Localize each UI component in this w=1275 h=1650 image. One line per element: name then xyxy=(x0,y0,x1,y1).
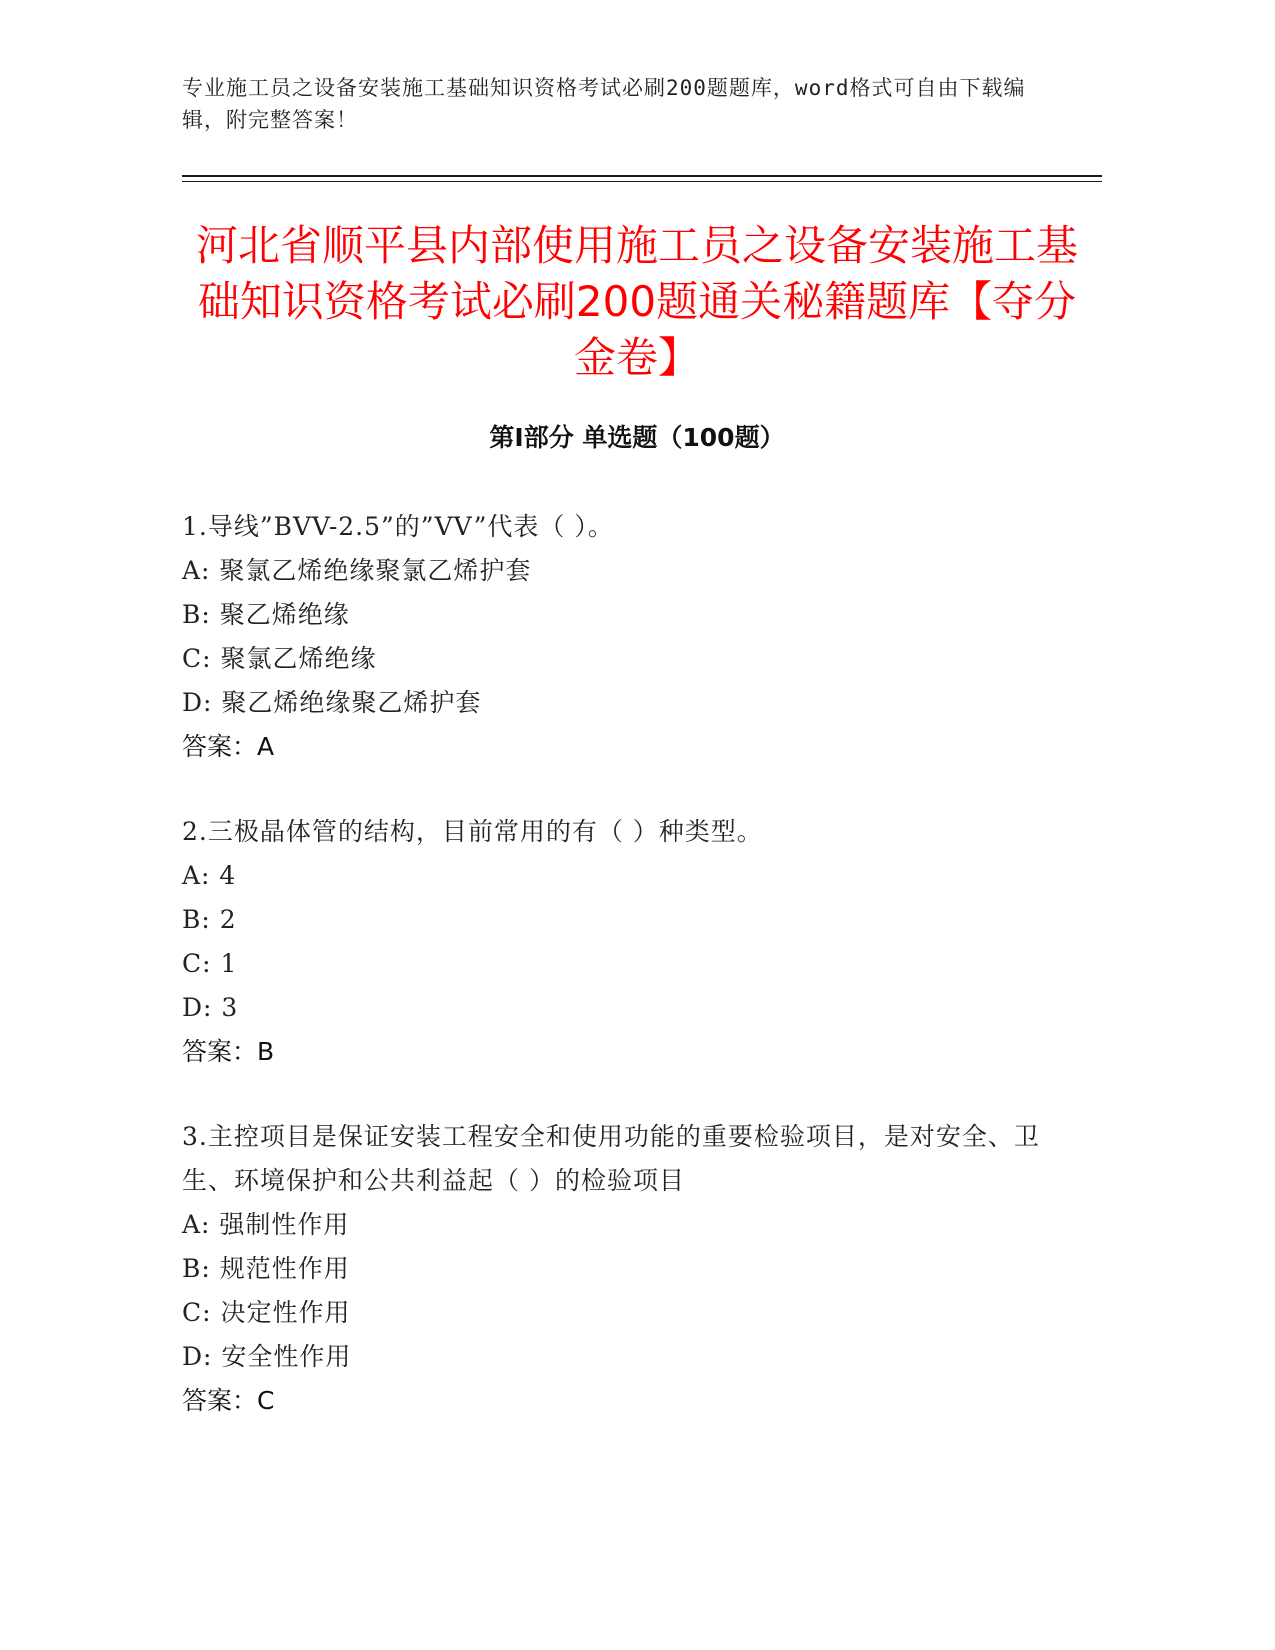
header-rule-thick xyxy=(182,175,1102,177)
answer: 答案：B xyxy=(182,1037,275,1066)
option-c: C: 1 xyxy=(182,949,238,978)
question-3 xyxy=(182,1115,1042,1423)
option-b: B: 聚乙烯绝缘 xyxy=(182,600,350,629)
option-c: C: 聚氯乙烯绝缘 xyxy=(182,644,377,673)
question-stem: 3.主控项目是保证安装工程安全和使用功能的重要检验项目，是对安全、卫生、环境保护和公共利益起（ ）的检验项目 xyxy=(182,1122,1040,1195)
document-title: 河北省顺平县内部使用施工员之设备安装施工基础知识资格考试必刷200题通关秘籍题库【夺分金卷】 xyxy=(195,221,1078,382)
question-stem: 1.导线”BVV-2.5”的”VV”代表（ ）。 xyxy=(182,512,614,541)
option-b: B: 2 xyxy=(182,905,237,934)
option-b: B: 规范性作用 xyxy=(182,1254,350,1283)
section-heading: 第Ⅰ部分 单选题（100题） xyxy=(489,423,785,452)
option-d: D: 3 xyxy=(182,993,239,1022)
option-d: D: 安全性作用 xyxy=(182,1342,352,1371)
option-a: A: 聚氯乙烯绝缘聚氯乙烯护套 xyxy=(182,556,532,585)
option-d: D: 聚乙烯绝缘聚乙烯护套 xyxy=(182,688,482,717)
option-a: A: 强制性作用 xyxy=(182,1210,350,1239)
header-rule-thin xyxy=(182,181,1102,182)
question-1 xyxy=(182,505,1042,769)
option-a: A: 4 xyxy=(182,861,237,890)
header-note: 专业施工员之设备安装施工基础知识资格考试必刷200题题库，word格式可自由下载编辑，附完整答案！ xyxy=(182,76,1026,132)
option-c: C: 决定性作用 xyxy=(182,1298,351,1327)
question-stem: 2.三极晶体管的结构，目前常用的有（ ）种类型。 xyxy=(182,817,763,846)
answer: 答案：A xyxy=(182,732,275,761)
answer: 答案：C xyxy=(182,1386,275,1415)
question-2 xyxy=(182,810,1042,1074)
